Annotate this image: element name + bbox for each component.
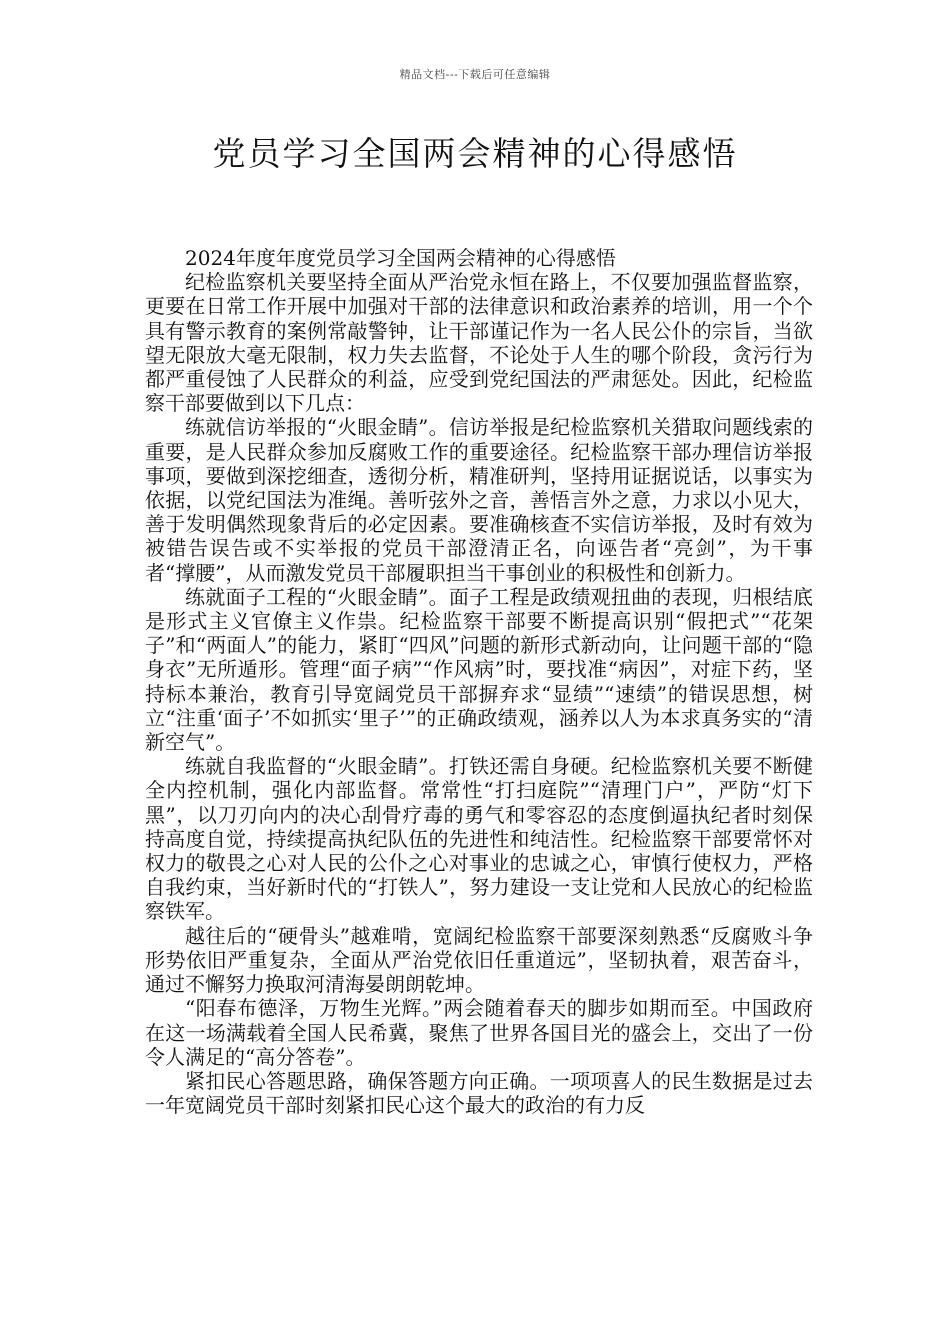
paragraph: 越往后的“硬骨头”越难啃，宽阔纪检监察干部要深刻熟悉“反腐败斗争形势依旧严重复杂，全面从严治党依旧任重道远”，坚韧执着，艰苦奋斗，通过不懈努力换取河清海晏朗朗乾坤。 — [145, 923, 813, 997]
document-title: 党员学习全国两会精神的心得感悟 — [212, 134, 738, 173]
header-note: 精品文档---下载后可任意编辑 — [399, 68, 551, 81]
paragraph: 纪检监察机关要坚持全面从严治党永恒在路上，不仅要加强监督监察，更要在日常工作开展中加强对干部的法律意识和政治素养的培训，用一个个具有警示教育的案例常敲警钟，让干部谨记作为一名人民公仆的宗旨，当欲望无限放大毫无限制，权力失去监督，不论处于人生的哪个阶段，贪污行为都严重侵蚀了人民群众的利益，应受到党纪国法的严肃惩处。因此，纪检监察干部要做到以下几点： — [145, 270, 813, 416]
paragraph: 紧扣民心答题思路，确保答题方向正确。一项项喜人的民生数据是过去一年宽阔党员干部时刻紧扣民心这个最大的政治的有力反 — [145, 1068, 813, 1118]
subtitle-paragraph: 2024年度年度党员学习全国两会精神的心得感悟 — [185, 246, 616, 270]
paragraph: “阳春布德泽，万物生光辉。”两会随着春天的脚步如期而至。中国政府在这一场满载着全国人民希冀，聚焦了世界各国目光的盛会上，交出了一份令人满足的“高分答卷”。 — [145, 996, 813, 1069]
paragraph: 练就自我监督的“火眼金睛”。打铁还需自身硬。纪检监察机关要不断健全内控机制，强化内部监督。常常性“打扫庭院”“清理门户”，严防“灯下黑”，以刀刃向内的决心刮骨疗毒的勇气和零容忍的态度倒逼执纪者时刻保持高度自觉，持续提高执纪队伍的先进性和纯洁性。纪检监察干部要常怀对权力的敬畏之心对人民的公仆之心对事业的忠诚之心，审慎行使权力，严格自我约束，当好新时代的“打铁人”，努力建设一支让党和人民放心的纪检监察铁军。 — [145, 754, 813, 924]
paragraph: 练就面子工程的“火眼金睛”。面子工程是政绩观扭曲的表现，归根结底是形式主义官僚主义作祟。纪检监察干部要不断提高识别“假把式”“花架子”和“两面人”的能力，紧盯“四风”问题的新形式新动向，让问题干部的“隐身衣”无所遁形。管理“面子病”“作风病”时，要找准“病因”，对症下药，坚持标本兼治，教育引导宽阔党员干部摒弃求“显绩”“速绩”的错误思想，树立“注重‘面子’不如抓实‘里子’”的正确政绩观，涵养以人为本求真务实的“清新空气”。 — [145, 584, 813, 755]
paragraph: 练就信访举报的“火眼金睛”。信访举报是纪检监察机关猎取问题线索的重要，是人民群众参加反腐败工作的重要途径。纪检监察干部办理信访举报事项，要做到深挖细查，透彻分析，精准研判，坚持用证据说话，以事实为依据，以党纪国法为准绳。善听弦外之音，善悟言外之意，力求以小见大，善于发明偶然现象背后的必定因素。要准确核查不实信访举报，及时有效为被错告误告或不实举报的党员干部澄清正名，向诬告者“亮剑”，为干事者“撑腰”，从而激发党员干部履职担当干事创业的积极性和创新力。 — [145, 415, 813, 585]
document-body — [145, 246, 813, 1117]
